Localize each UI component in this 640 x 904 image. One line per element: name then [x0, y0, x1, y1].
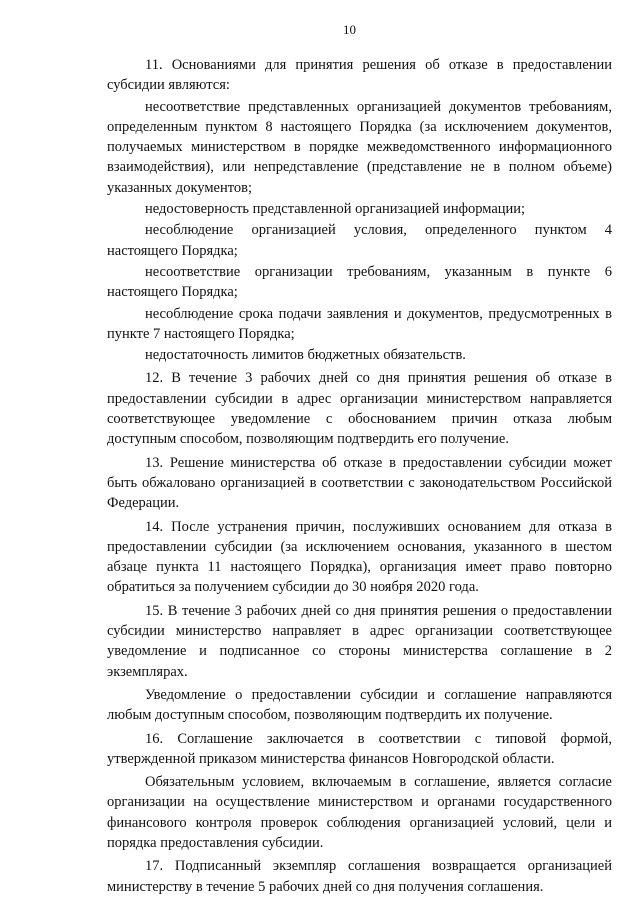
paragraph-ground-documents: несоответствие представленных организацией документов требованиям, определенным пунктом 8 настоящего Порядка (за исключением документов, получаемых министерством в порядке межведомственного информационного взаимодействия), или непредставление (представление не в полном объеме) указанных документов; — [107, 98, 612, 196]
paragraph-ground-condition: несоблюдение организацией условия, определенного пунктом 4 настоящего Порядка; — [107, 222, 612, 259]
paragraph-12: 12. В течение 3 рабочих дней со дня принятия решения об отказе в предоставлении субсидии в адрес организации министерством направляется соответствующее уведомление с обоснованием причин отказа любым доступным способом, позволяющим подтвердить его получение. — [107, 370, 612, 448]
paragraph-15-notice: Уведомление о предоставлении субсидии и соглашение направляются любым доступным способом, позволяющим подтвердить их получение. — [107, 686, 612, 724]
paragraph-14: 14. После устранения причин, послуживших основанием для отказа в предоставлении субсидии (за исключением основания, указанного в шестом абзаце пункта 11 настоящего Порядка), организация имеет право повторно обратиться за получением субсидии до 30 ноября 2020 года. — [107, 518, 612, 596]
paragraph-13: 13. Решение министерства об отказе в предоставлении субсидии может быть обжаловано организацией в соответствии с законодательством Российской Федерации. — [107, 454, 612, 512]
paragraph-ground-unreliable-info: недостоверность представленной организацией информации; — [145, 201, 526, 218]
paragraph-11-intro: 11. Основаниями для принятия решения об отказе в предоставлении субсидии являются: — [107, 57, 612, 94]
paragraph-ground-requirements: несоответствие организации требованиям, указанным в пункте 6 настоящего Порядка; — [107, 263, 612, 301]
paragraph-15: 15. В течение 3 рабочих дней со дня принятия решения о предоставлении субсидии министерство направляет в адрес организации соответствующее уведомление и подписанное со стороны министерства соглашение в 2 экземплярах. — [107, 602, 612, 680]
paragraph-ground-limits: недостаточность лимитов бюджетных обязательств. — [145, 347, 466, 364]
page-number: 10 — [343, 22, 356, 37]
paragraph-17: 17. Подписанный экземпляр соглашения возвращается организацией министерству в течение 5 рабочих дней со дня получения соглашения. — [107, 858, 612, 895]
paragraph-16: 16. Соглашение заключается в соответствии с типовой формой, утвержденной приказом министерства финансов Новгородской области. — [107, 730, 612, 767]
paragraph-16-condition: Обязательным условием, включаемым в соглашение, является согласие организации на осуществление министерством и органами государственного финансового контроля проверок соблюдения организацией условий, цели и порядка предоставления субсидии. — [107, 774, 612, 851]
paragraph-ground-deadline: несоблюдение срока подачи заявления и документов, предусмотренных в пункте 7 настоящего Порядка; — [107, 305, 612, 342]
